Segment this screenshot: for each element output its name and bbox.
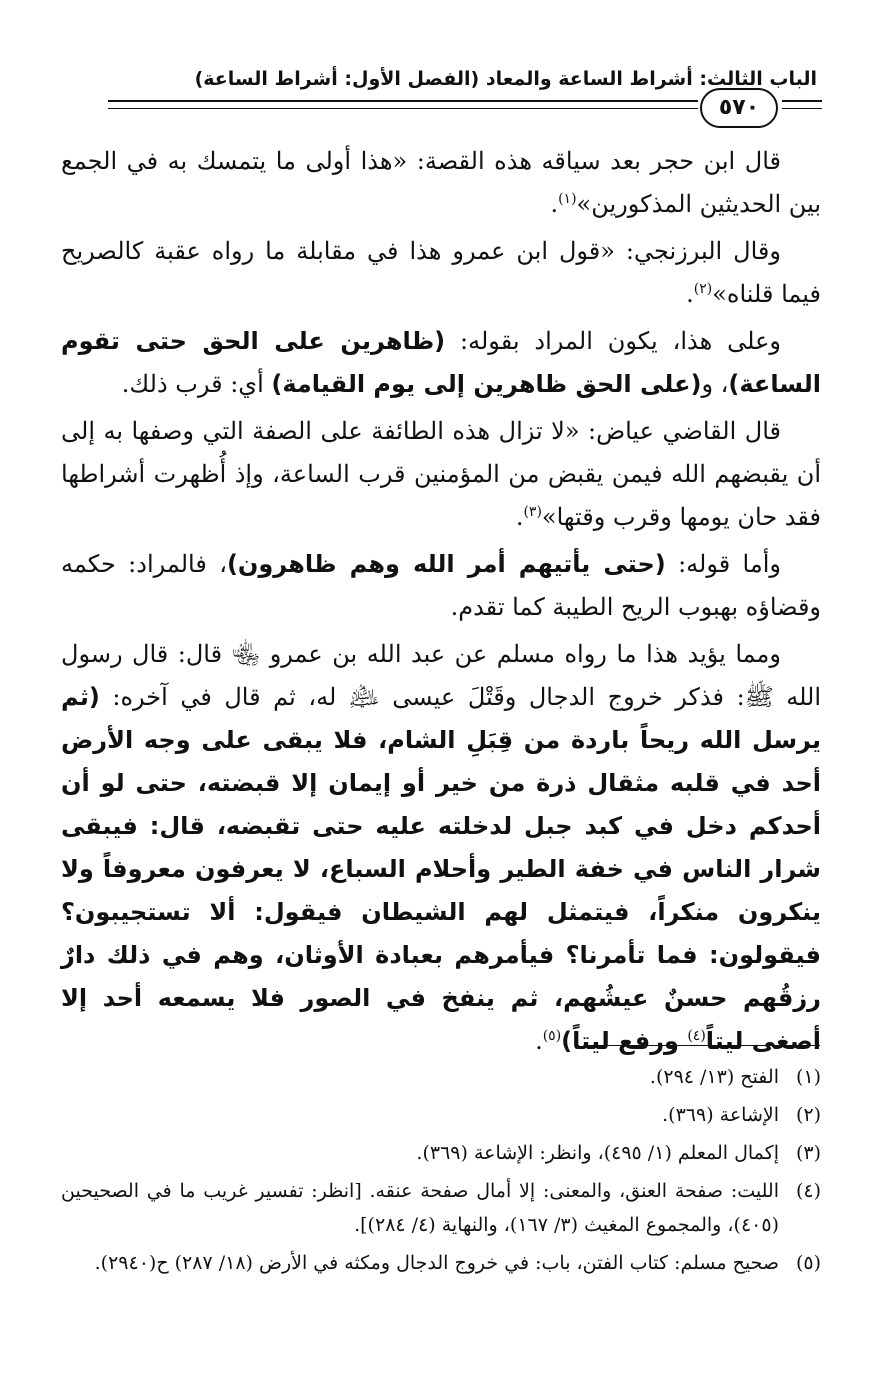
- paragraph-end: .: [686, 280, 694, 308]
- footnote: [61, 1098, 821, 1132]
- footnote: [61, 1174, 821, 1242]
- footnote-ref: (٣): [523, 504, 542, 520]
- paragraph-text: وعلى هذا، يكون المراد بقوله:: [445, 327, 781, 355]
- paragraph-end: ، فالمراد: حكمه وقضاؤه بهبوب الريح الطيبة كما تقدم.: [61, 550, 821, 621]
- hadith-quote: (ظاهرين على الحق حتى تقوم الساعة): [61, 327, 821, 398]
- footnote-text: الإشاعة (٣٦٩).: [662, 1104, 779, 1126]
- paragraph-end: أي: قرب ذلك.: [121, 370, 272, 398]
- footnote: [61, 1136, 821, 1170]
- paragraph-text: ، و: [701, 370, 729, 398]
- running-title: الباب الثالث: أشراط الساعة والمعاد (الفصل الأول: أشراط الساعة): [194, 68, 817, 90]
- footnote-text: الفتح (١٣/ ٢٩٤).: [649, 1066, 779, 1088]
- page-number-dash-right-2: [782, 108, 822, 109]
- paragraph-text: وقال البرزنجي: «قول ابن عمرو هذا في مقابلة ما رواه عقبة كالصريح فيما قلناه»: [61, 237, 821, 308]
- paragraph: [61, 140, 821, 226]
- footnote-ref: (٤): [687, 1028, 706, 1044]
- footnote-text: إكمال المعلم (١/ ٤٩٥)، وانظر: الإشاعة (٣٦٩).: [416, 1142, 779, 1164]
- paragraph: [61, 230, 821, 316]
- footnote: [61, 1060, 821, 1094]
- footnote-ref: (٥): [542, 1028, 562, 1044]
- paragraph-text: وأما قوله:: [665, 550, 781, 578]
- paragraph: [61, 633, 821, 1063]
- hadith-quote: (على الحق ظاهرين إلى يوم القيامة): [271, 370, 702, 398]
- footnote-number: (٢): [795, 1104, 821, 1126]
- header-rule-top: [108, 100, 698, 102]
- footnote-number: (٤): [795, 1180, 821, 1202]
- footnote-separator: [585, 1045, 820, 1046]
- paragraph-end: .: [535, 1027, 543, 1055]
- paragraph: [61, 543, 821, 629]
- header-rule-bottom: [108, 108, 698, 109]
- hadith-quote: (ثم يرسل الله ريحاً باردة من قِبَلِ الشام، فلا يبقى على وجه الأرض أحد في قلبه مثقال ذرة من خير أو إيمان إلا قبضته، حتى لو أن أحدكم دخل في كبد جبل لدخلته عليه حتى تقبضه، قال: فيبقى شرار الناس في خفة الطير وأحلام السباع، لا يعرفون معروفاً ولا ينكرون منكراً، فيتمثل لهم الشيطان فيقول: ألا تستجيبون؟ فيقولون: فما تأمرنا؟ فيأمرهم بعبادة الأوثان، وهم في ذلك دارٌ رزقُهم حسنٌ عيشُهم، ثم ينفخ في الصور فلا يسمعه أحد إلا أصغى ليتاً: [61, 683, 821, 1055]
- paragraph-text: قال ابن حجر بعد سياقه هذه القصة: «هذا أولى ما يتمسك به في الجمع بين الحديثين المذكورين»: [61, 147, 821, 218]
- hadith-quote: (حتى يأتيهم أمر الله وهم ظاهرون): [226, 550, 666, 578]
- footnote-text: الليت: صفحة العنق، والمعنى: إلا أمال صفحة عنقه. [انظر: تفسير غريب ما في الصحيحين (٤٠٥)، والمجموع المغيث (٣/ ١٦٧)، والنهاية (٤/ ٢٨٤)].: [61, 1180, 779, 1236]
- paragraph: [61, 320, 821, 406]
- footnote-number: (٥): [795, 1252, 821, 1274]
- footnote: [61, 1246, 821, 1280]
- paragraph-text: قال القاضي عياض: «لا تزال هذه الطائفة على الصفة التي وصفها به إلى أن يقبضهم الله فيمن يقبض من المؤمنين قرب الساعة، وإذ أُظهرت أشراطها فقد حان يومها وقرب وقتها»: [61, 417, 821, 531]
- footnote-ref: (١): [558, 191, 577, 207]
- paragraph-end: .: [515, 503, 524, 531]
- hadith-quote-end: ورفع ليتاً): [561, 1027, 688, 1055]
- footnote-text: صحيح مسلم: كتاب الفتن، باب: في خروج الدجال ومكثه في الأرض (١٨/ ٢٨٧) ح(٢٩٤٠).: [94, 1252, 779, 1274]
- footnote-number: (٣): [795, 1142, 821, 1164]
- main-text: [61, 140, 821, 1067]
- paragraph-text: ومما يؤيد هذا ما رواه مسلم عن عبد الله بن عمرو ﵄ قال: قال رسول الله ﷺ: فذكر خروج الدجال وقَتْلَ عيسى ﵇ له، ثم قال في آخره:: [61, 640, 821, 711]
- paragraph: [61, 410, 821, 539]
- page-number: ٥٧٠: [700, 88, 778, 128]
- footnote-number: (١): [795, 1066, 821, 1088]
- footnote-ref: (٢): [693, 281, 713, 297]
- page-number-dash-right: [782, 100, 822, 102]
- paragraph-end: .: [550, 190, 559, 218]
- footnotes: [61, 1060, 821, 1284]
